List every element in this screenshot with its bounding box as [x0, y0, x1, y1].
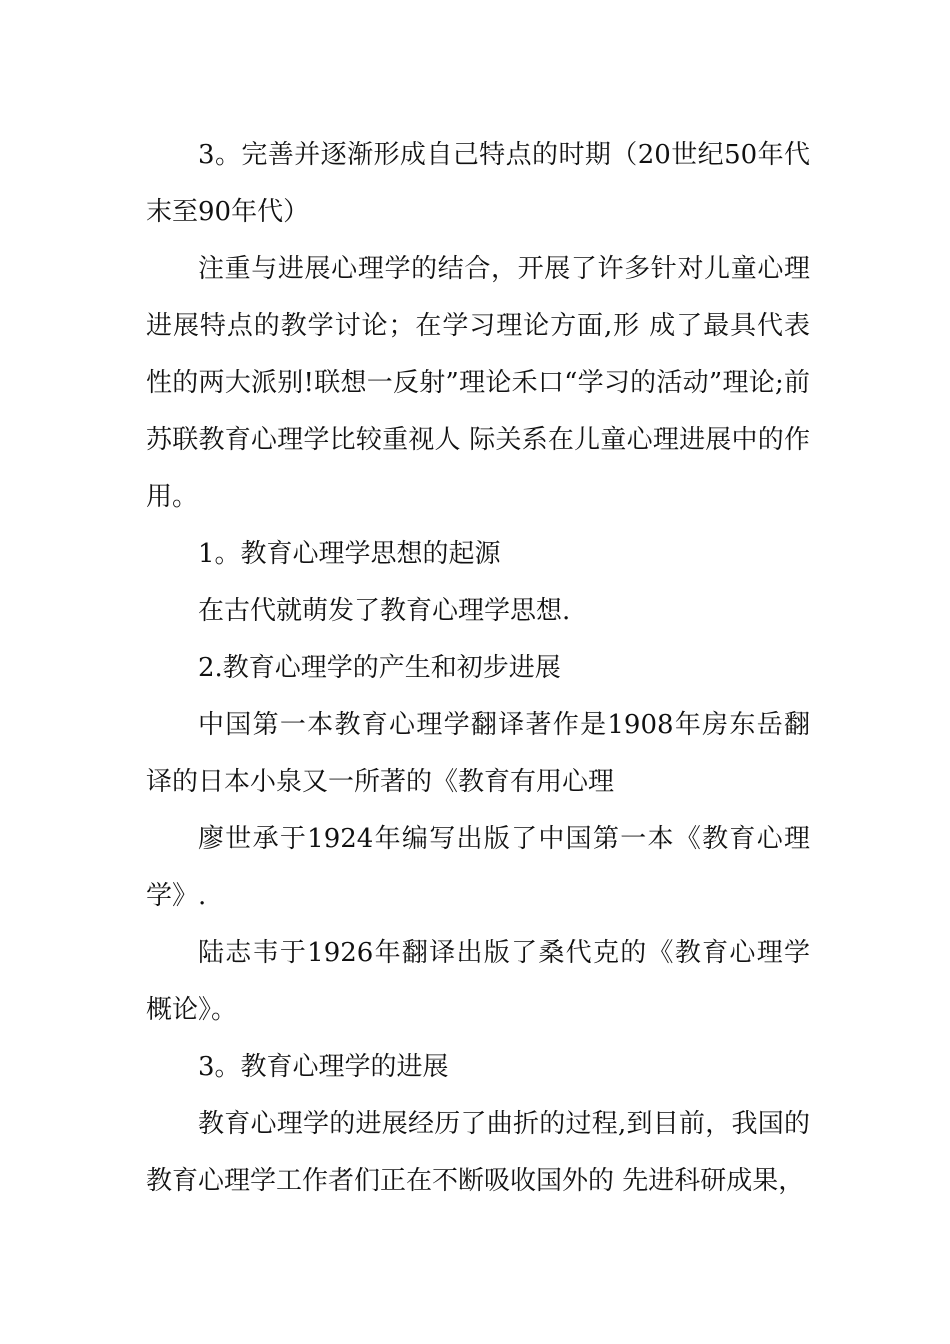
paragraph-origin-heading: 1。教育心理学思想的起源 [198, 539, 501, 569]
paragraph-origin-body: 在古代就萌发了教育心理学思想. [198, 596, 571, 626]
document-body [146, 127, 810, 1210]
paragraph-development-body: 教育心理学的进展经历了曲折的过程,到目前，我国的教育心理学工作者们正在不断吸收国外的 先进科研成果， [146, 1109, 810, 1196]
paragraph-lu-zhiwei: 陆志韦于1926年翻译出版了桑代克的《教育心理学概论》。 [146, 938, 810, 1025]
paragraph-first-translation: 中国第一本教育心理学翻译著作是1908年房东岳翻译的日本小泉又一所著的《教育有用心理 [146, 710, 810, 797]
paragraph-development-heading: 3。教育心理学的进展 [198, 1052, 449, 1082]
paragraph-period-3-body: 注重与进展心理学的结合，开展了许多针对儿童心理进展特点的教学讨论；在学习理论方面,形 成了最具代表性的两大派别!联想一反射”理论禾口“学习的活动”理论;前苏联教育心理学比较重视人 际关系在儿童心理进展中的作用。 [146, 254, 810, 512]
paragraph-liao-shicheng: 廖世承于1924年编写出版了中国第一本《教育心理学》. [146, 824, 810, 911]
paragraph-period-3-heading: 3。完善并逐渐形成自己特点的时期（20世纪50年代末至90年代） [146, 140, 810, 227]
paragraph-emergence-heading: 2.教育心理学的产生和初步进展 [198, 653, 561, 683]
